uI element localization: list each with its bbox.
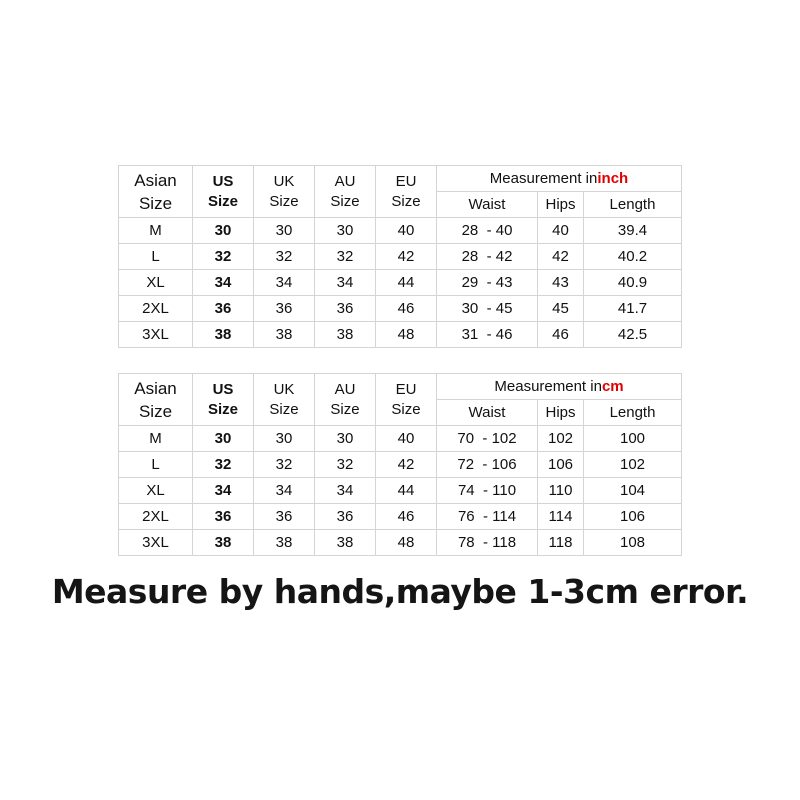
cell-us: 36 <box>193 504 254 530</box>
header-uk-size: UK Size <box>254 166 315 218</box>
measurement-error-note: Measure by hands,maybe 1-3cm error. <box>51 572 749 611</box>
table-row <box>119 270 682 296</box>
header-measurement: Measurement ininch <box>437 166 682 192</box>
cell-asian: XL <box>119 270 193 296</box>
header-hips: Hips <box>538 400 584 426</box>
cell-length: 100 <box>584 426 682 452</box>
cell-uk: 34 <box>254 478 315 504</box>
cell-hips: 118 <box>538 530 584 556</box>
cell-hips: 114 <box>538 504 584 530</box>
cell-eu: 46 <box>376 296 437 322</box>
header-length: Length <box>584 400 682 426</box>
cell-au: 38 <box>315 322 376 348</box>
cell-au: 36 <box>315 296 376 322</box>
cell-us: 34 <box>193 270 254 296</box>
table-row <box>119 218 682 244</box>
cell-us: 32 <box>193 452 254 478</box>
cell-hips: 106 <box>538 452 584 478</box>
header-length: Length <box>584 192 682 218</box>
size-table-inch <box>118 165 682 348</box>
cell-waist: 78 - 118 <box>437 530 538 556</box>
cell-hips: 102 <box>538 426 584 452</box>
table-body-inch <box>119 218 682 348</box>
cell-uk: 30 <box>254 426 315 452</box>
header-eu-size: EU Size <box>376 374 437 426</box>
cell-au: 36 <box>315 504 376 530</box>
cell-asian: 2XL <box>119 296 193 322</box>
table-row <box>119 504 682 530</box>
cell-eu: 40 <box>376 426 437 452</box>
cell-asian: L <box>119 452 193 478</box>
cell-hips: 46 <box>538 322 584 348</box>
table-body-cm <box>119 426 682 556</box>
cell-uk: 34 <box>254 270 315 296</box>
header-us-size: US Size <box>193 166 254 218</box>
cell-uk: 36 <box>254 296 315 322</box>
cell-length: 104 <box>584 478 682 504</box>
header-hips: Hips <box>538 192 584 218</box>
cell-waist: 76 - 114 <box>437 504 538 530</box>
cell-length: 39.4 <box>584 218 682 244</box>
header-au-size: AU Size <box>315 166 376 218</box>
table-row <box>119 322 682 348</box>
cell-length: 108 <box>584 530 682 556</box>
cell-au: 38 <box>315 530 376 556</box>
cell-us: 30 <box>193 426 254 452</box>
table-row <box>119 530 682 556</box>
cell-uk: 32 <box>254 452 315 478</box>
cell-eu: 48 <box>376 322 437 348</box>
cell-eu: 46 <box>376 504 437 530</box>
cell-us: 32 <box>193 244 254 270</box>
table-row <box>119 452 682 478</box>
header-us-size: US Size <box>193 374 254 426</box>
cell-uk: 36 <box>254 504 315 530</box>
cell-asian: XL <box>119 478 193 504</box>
cell-waist: 29 - 43 <box>437 270 538 296</box>
cell-length: 41.7 <box>584 296 682 322</box>
cell-uk: 38 <box>254 530 315 556</box>
header-asian-size: Asian Size <box>119 166 193 218</box>
cell-eu: 48 <box>376 530 437 556</box>
table-row <box>119 426 682 452</box>
cell-au: 32 <box>315 452 376 478</box>
header-waist: Waist <box>437 192 538 218</box>
table-row <box>119 244 682 270</box>
cell-eu: 44 <box>376 270 437 296</box>
cell-asian: L <box>119 244 193 270</box>
header-au-size: AU Size <box>315 374 376 426</box>
cell-uk: 30 <box>254 218 315 244</box>
cell-waist: 74 - 110 <box>437 478 538 504</box>
cell-waist: 31 - 46 <box>437 322 538 348</box>
cell-eu: 44 <box>376 478 437 504</box>
measurement-unit: inch <box>597 169 629 187</box>
cell-us: 30 <box>193 218 254 244</box>
cell-eu: 42 <box>376 244 437 270</box>
measurement-unit: cm <box>601 377 624 395</box>
header-measurement: Measurement incm <box>437 374 682 400</box>
cell-uk: 32 <box>254 244 315 270</box>
header-asian-size: Asian Size <box>119 374 193 426</box>
cell-us: 38 <box>193 530 254 556</box>
table-row <box>119 478 682 504</box>
cell-length: 40.9 <box>584 270 682 296</box>
header-row <box>119 374 682 400</box>
cell-us: 34 <box>193 478 254 504</box>
cell-asian: M <box>119 218 193 244</box>
cell-waist: 28 - 42 <box>437 244 538 270</box>
cell-au: 30 <box>315 426 376 452</box>
cell-eu: 40 <box>376 218 437 244</box>
cell-waist: 30 - 45 <box>437 296 538 322</box>
cell-hips: 40 <box>538 218 584 244</box>
cell-hips: 45 <box>538 296 584 322</box>
cell-hips: 42 <box>538 244 584 270</box>
cell-waist: 72 - 106 <box>437 452 538 478</box>
cell-hips: 43 <box>538 270 584 296</box>
cell-asian: 2XL <box>119 504 193 530</box>
header-row <box>119 166 682 192</box>
cell-length: 102 <box>584 452 682 478</box>
cell-waist: 28 - 40 <box>437 218 538 244</box>
cell-waist: 70 - 102 <box>437 426 538 452</box>
cell-length: 42.5 <box>584 322 682 348</box>
cell-asian: 3XL <box>119 530 193 556</box>
cell-eu: 42 <box>376 452 437 478</box>
cell-length: 106 <box>584 504 682 530</box>
header-waist: Waist <box>437 400 538 426</box>
cell-asian: M <box>119 426 193 452</box>
header-uk-size: UK Size <box>254 374 315 426</box>
cell-au: 34 <box>315 270 376 296</box>
cell-us: 36 <box>193 296 254 322</box>
cell-length: 40.2 <box>584 244 682 270</box>
cell-hips: 110 <box>538 478 584 504</box>
cell-au: 32 <box>315 244 376 270</box>
cell-us: 38 <box>193 322 254 348</box>
size-table-cm <box>118 373 682 556</box>
header-eu-size: EU Size <box>376 166 437 218</box>
cell-au: 30 <box>315 218 376 244</box>
cell-uk: 38 <box>254 322 315 348</box>
cell-asian: 3XL <box>119 322 193 348</box>
table-row <box>119 296 682 322</box>
cell-au: 34 <box>315 478 376 504</box>
